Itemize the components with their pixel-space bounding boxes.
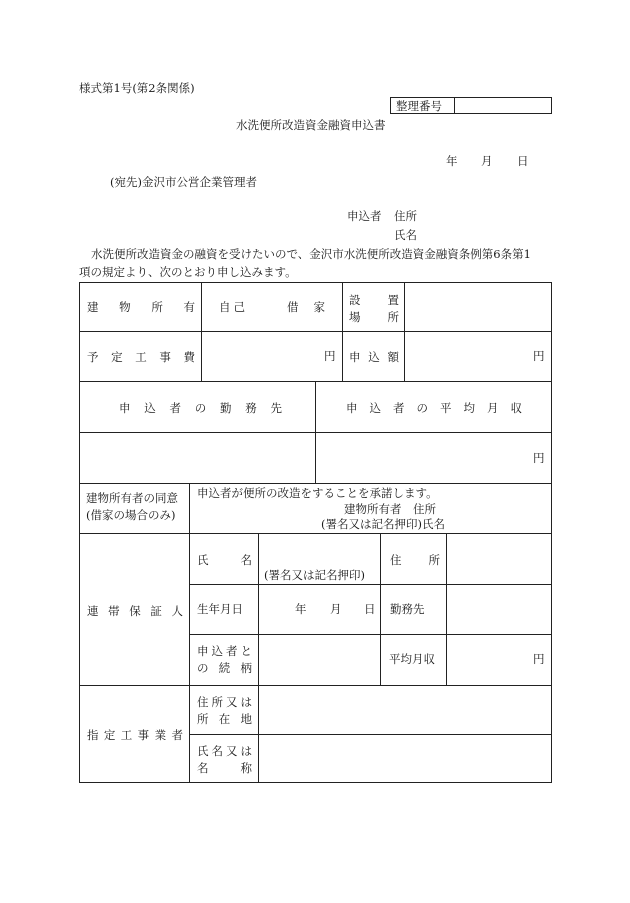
birthdate-day: 日 — [364, 602, 376, 616]
installation-location-label-1: 設 置 — [349, 293, 399, 307]
addressee: (宛先)金沢市公営企業管理者 — [110, 175, 257, 189]
relation-field[interactable] — [259, 635, 380, 685]
building-owner-label: 建 物 所 有 — [87, 300, 195, 314]
loan-amount-label: 申 込 額 — [349, 350, 399, 364]
guarantor-workplace-label: 勤務先 — [390, 602, 425, 616]
guarantor-address-field[interactable] — [447, 534, 551, 584]
applicant-name-label: 氏名 — [394, 228, 417, 242]
birthdate-year: 年 — [295, 602, 307, 616]
owner-address-label: 建物所有者 住所 — [344, 502, 436, 516]
contractor-address-field[interactable] — [259, 686, 551, 734]
installation-location-label-2: 場 所 — [349, 310, 399, 324]
applicant-label: 申込者 — [347, 209, 382, 223]
date-month: 月 — [481, 154, 493, 168]
owner-consent-label-1: 建物所有者の同意 — [86, 491, 178, 505]
applicant-address-label: 住所 — [394, 209, 417, 223]
workplace-field[interactable] — [80, 433, 315, 483]
workplace-header: 申 込 者 の 勤 務 先 — [119, 401, 282, 415]
date-year: 年 — [446, 154, 458, 168]
guarantor-label: 連 帯 保 証 人 — [87, 604, 183, 618]
relation-label-2: の 続 柄 — [197, 661, 252, 675]
birthdate-month: 月 — [330, 602, 342, 616]
contractor-name-field[interactable] — [259, 735, 551, 782]
relation-label-1: 申 込 者 と — [197, 644, 252, 658]
form-title: 水洗便所改造資金融資申込書 — [236, 118, 386, 132]
guarantor-workplace-field[interactable] — [447, 585, 551, 634]
guarantor-signature-note: (署名又は記名押印) — [264, 568, 365, 582]
reference-number-label: 整理番号 — [396, 99, 442, 113]
intro-text-line-1: 水洗便所改造資金の融資を受けたいので、金沢市水洗便所改造資金融資条例第6条第1 — [91, 247, 531, 261]
contractor-label: 指 定 工 事 業 者 — [87, 728, 183, 742]
intro-text-line-2: 項の規定より、次のとおり申し込みます。 — [79, 265, 297, 279]
guarantor-name-label: 氏 名 — [197, 553, 252, 567]
own-option[interactable]: 自 己 — [219, 300, 245, 314]
loan-amount-yen: 円 — [533, 349, 545, 363]
contractor-name-label-2: 名 称 — [197, 761, 252, 775]
guarantor-address-label: 住 所 — [390, 553, 440, 567]
form-number: 様式第1号(第2条関係) — [79, 81, 195, 95]
contractor-address-label-1: 住 所 又 は — [197, 695, 252, 709]
installation-location-field[interactable] — [405, 283, 551, 331]
owner-consent-label-2: (借家の場合のみ) — [86, 508, 176, 522]
consent-text: 申込者が便所の改造をすることを承諾します。 — [197, 486, 438, 500]
monthly-income-header: 申 込 者 の 平 均 月 収 — [346, 401, 522, 415]
guarantor-income-label: 平均月収 — [389, 652, 435, 666]
planned-cost-label: 予 定 工 事 費 — [87, 350, 195, 364]
monthly-income-yen: 円 — [533, 451, 545, 465]
loan-amount-field[interactable] — [405, 332, 551, 381]
contractor-name-label-1: 氏 名 又 は — [197, 744, 252, 758]
rented-option[interactable]: 借 家 — [287, 300, 325, 314]
guarantor-income-yen: 円 — [533, 652, 545, 666]
contractor-address-label-2: 所 在 地 — [197, 712, 252, 726]
planned-cost-field[interactable] — [202, 332, 342, 381]
planned-cost-yen: 円 — [324, 349, 336, 363]
monthly-income-field[interactable] — [316, 433, 551, 483]
owner-name-label: (署名又は記名押印)氏名 — [321, 517, 445, 531]
date-day: 日 — [517, 154, 529, 168]
birthdate-label: 生年月日 — [197, 602, 243, 616]
